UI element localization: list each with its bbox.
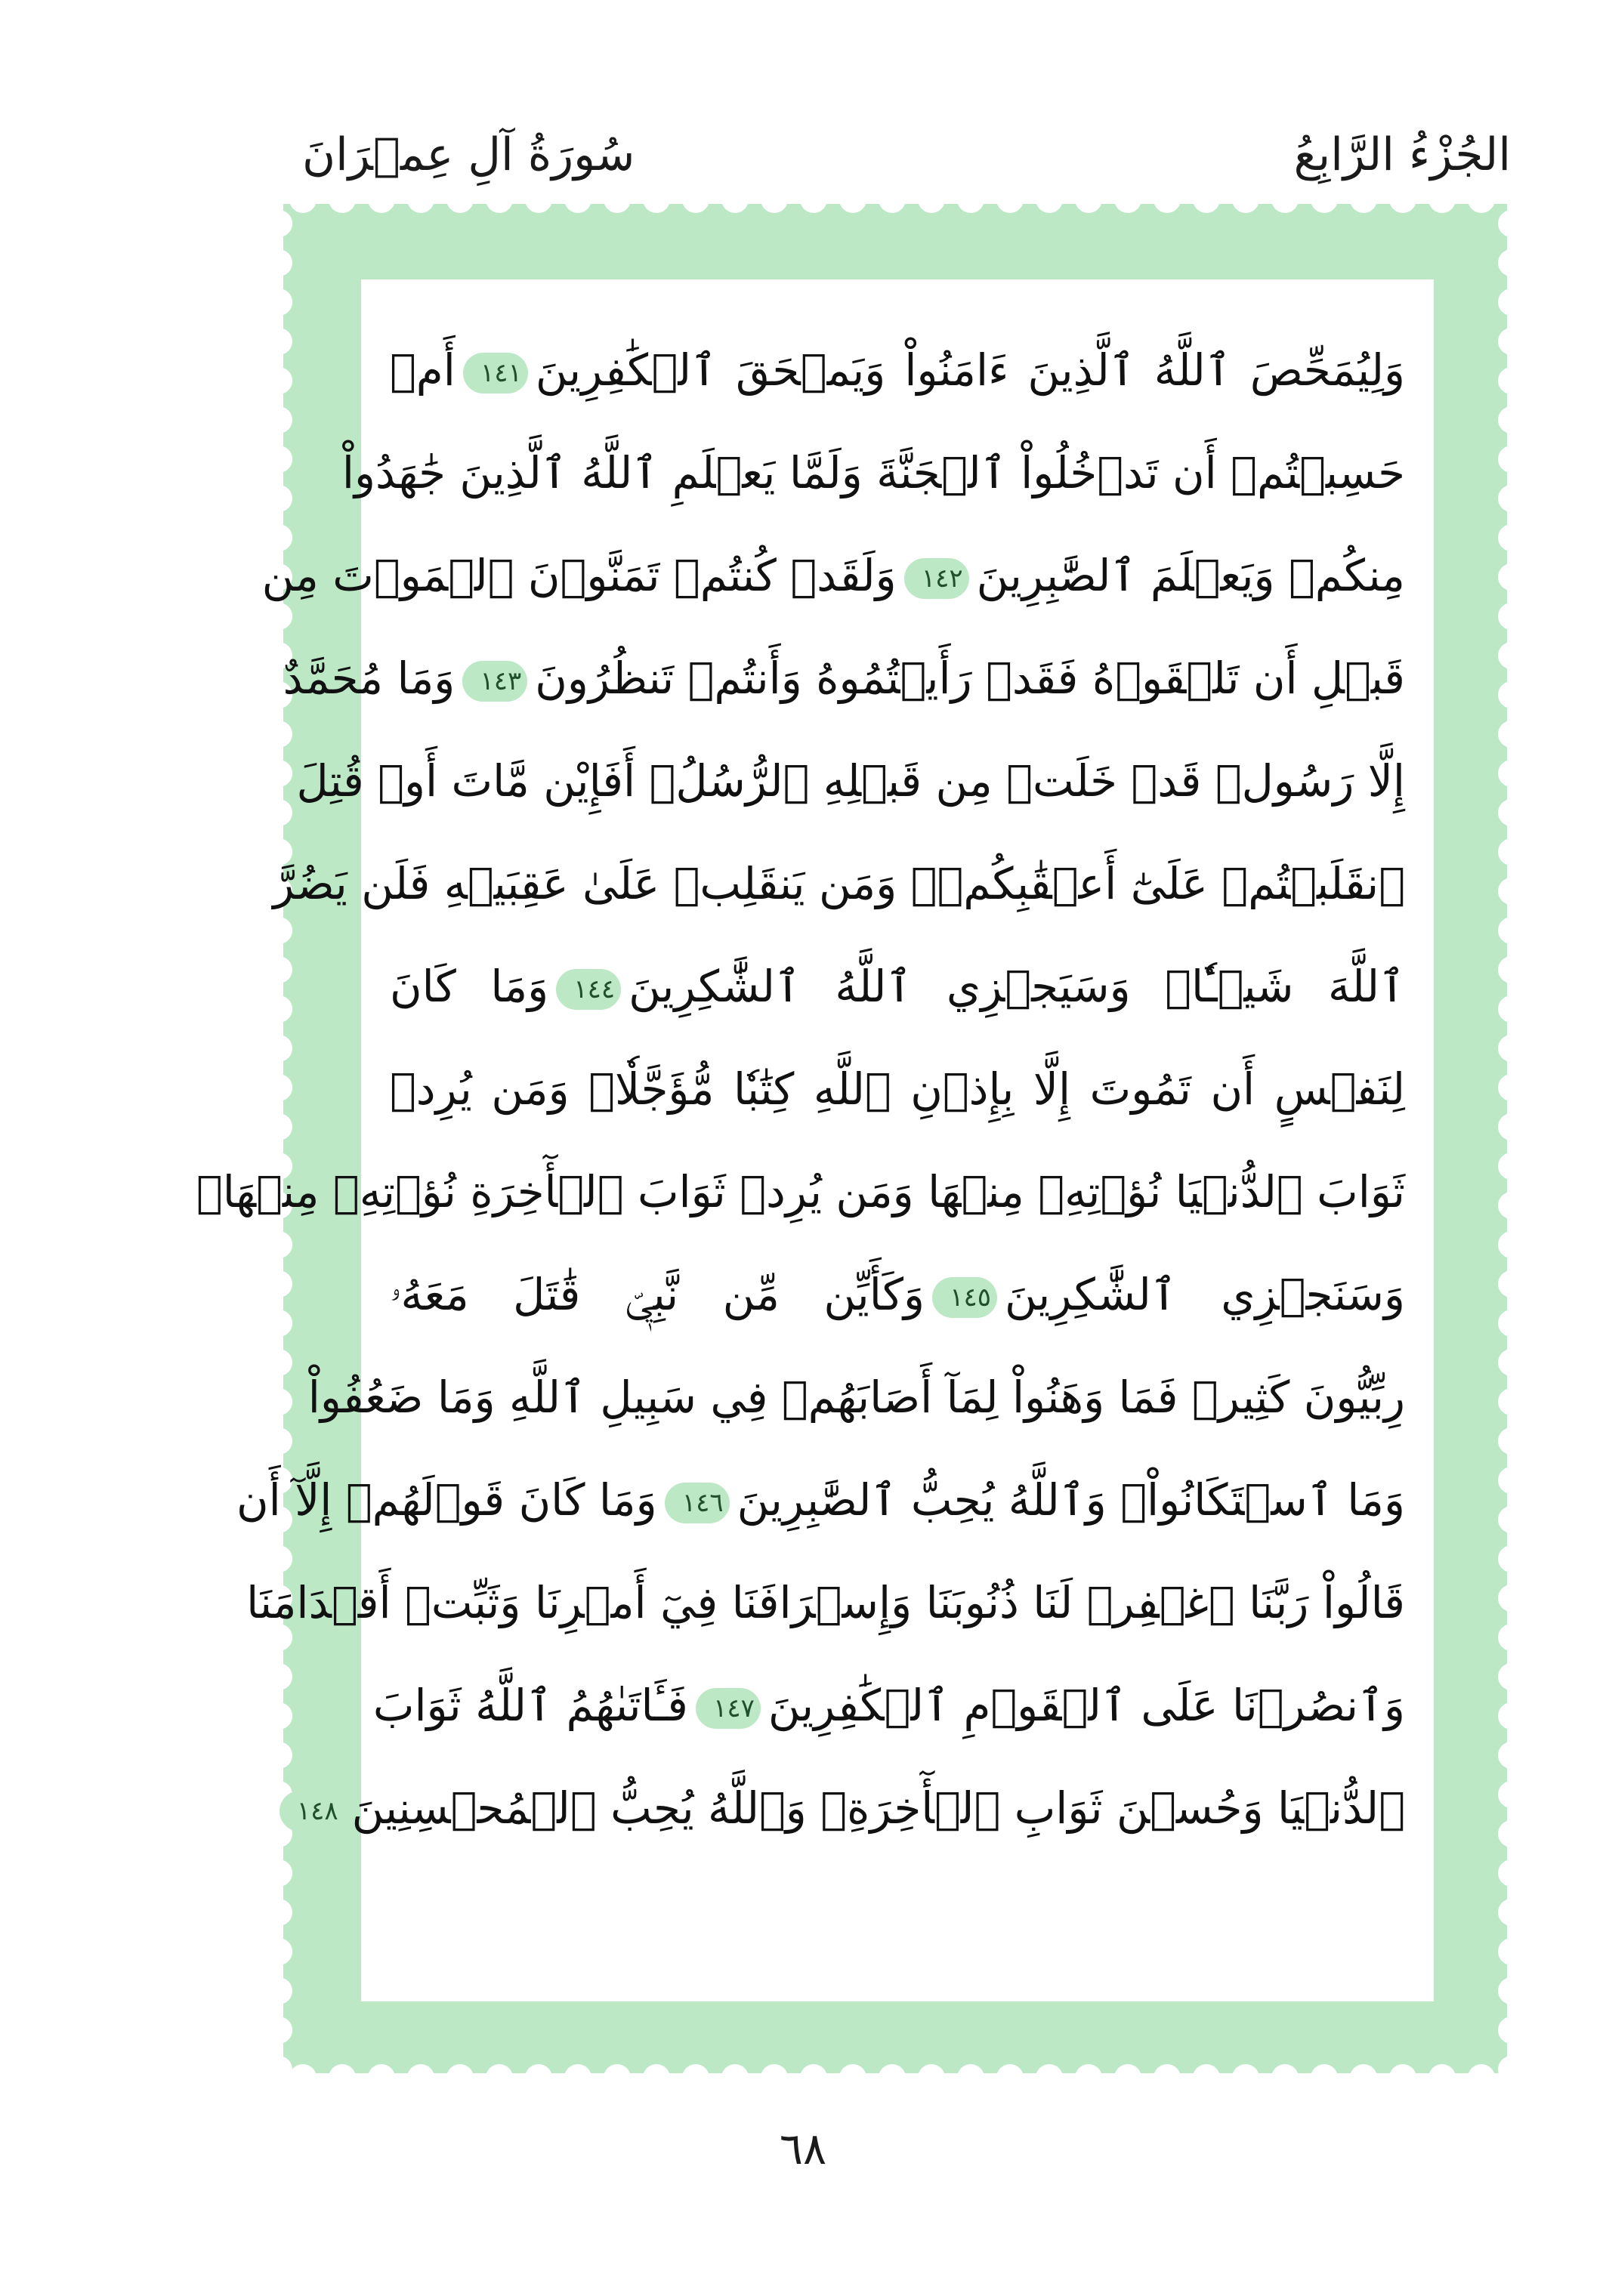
verse-text: إِلَّا رَسُولٞ قَدۡ خَلَتۡ مِن قَبۡلِهِ ٱلرُّسُلُۚ أَفَإِيْن مَّاتَ أَوۡ قُتِلَ <box>296 755 1405 807</box>
scallop-notch <box>1498 1624 1525 1651</box>
scallop-notch <box>1498 1545 1525 1572</box>
scallop-notch <box>721 186 749 213</box>
scallop-notch <box>1350 2064 1377 2091</box>
scallop-notch <box>265 210 292 237</box>
verse-line <box>296 730 1405 832</box>
scallop-notch <box>368 186 395 213</box>
ayah-number-marker: ١٤٥ <box>932 1277 997 1318</box>
scallop-notch <box>1498 1349 1525 1376</box>
scallop-notch <box>265 1938 292 1965</box>
scallop-notch <box>1498 406 1525 434</box>
scallop-notch <box>1498 1388 1525 1415</box>
scallop-notch <box>879 186 906 213</box>
scallop-notch <box>1498 367 1525 394</box>
scallop-notch <box>1498 995 1525 1023</box>
scallop-notch <box>604 186 631 213</box>
scallop-notch <box>1468 2064 1495 2091</box>
scallop-notch <box>265 956 292 983</box>
scallop-notch <box>1498 289 1525 316</box>
verse-text: وَمَا مُحَمَّدٌ <box>283 653 456 704</box>
verse-text: ثَوَابَ ٱلدُّنۡيَا نُؤۡتِهِۦ مِنۡهَا وَمَن يُرِدۡ ثَوَابَ ٱلۡأٓخِرَةِ نُؤۡتِهِۦ مِنۡهَاۚ <box>196 1166 1405 1217</box>
scallop-notch <box>1498 1742 1525 1769</box>
scallop-notch <box>1498 1310 1525 1337</box>
scallop-notch <box>1498 956 1525 983</box>
scallop-notch <box>1271 186 1299 213</box>
verse-text: حَسِبۡتُمۡ أَن تَدۡخُلُواْ ٱلۡجَنَّةَ وَلَمَّا يَعۡلَمِ ٱللَّهُ ٱلَّذِينَ جَٰهَدُواْ <box>341 447 1405 498</box>
scallop-notch <box>265 446 292 473</box>
scallop-notch <box>1498 721 1525 748</box>
scallop-notch <box>1498 1231 1525 1258</box>
scallop-notch <box>1154 2064 1181 2091</box>
verse-block <box>196 319 1405 1965</box>
scallop-notch <box>1498 1074 1525 1101</box>
verse-text: رِبِّيُّونَ كَثِيرٞ فَمَا وَهَنُواْ لِمَآ أَصَابَهُمۡ فِي سَبِيلِ ٱللَّهِ وَمَا ضَعُفُواْ <box>307 1372 1405 1423</box>
scallop-notch <box>265 2056 292 2083</box>
scallop-notch <box>996 2064 1024 2091</box>
verse-text: وَمَا ٱسۡتَكَانُواْۗ وَٱللَّهُ يُحِبُّ ٱلصَّٰبِرِينَ <box>737 1474 1405 1526</box>
scallop-notch <box>265 406 292 434</box>
scallop-notch <box>1498 1820 1525 1847</box>
verse-line <box>283 627 1405 730</box>
scallop-notch <box>1498 1859 1525 1887</box>
scallop-notch <box>265 1388 292 1415</box>
scallop-notch <box>265 995 292 1023</box>
scallop-notch <box>1114 186 1141 213</box>
scallop-notch <box>1498 1506 1525 1533</box>
scallop-notch <box>918 2064 945 2091</box>
verse-line <box>196 1140 1405 1243</box>
verse-text: مِنكُمۡ وَيَعۡلَمَ ٱلصَّٰبِرِينَ <box>976 550 1405 601</box>
scallop-notch <box>265 1859 292 1887</box>
scallop-notch <box>1498 1153 1525 1180</box>
scallop-notch <box>682 186 709 213</box>
verse-line <box>261 524 1405 627</box>
ayah-number-marker: ١٤٣ <box>462 661 527 702</box>
verse-line <box>390 935 1405 1038</box>
scallop-notch <box>265 1702 292 1730</box>
ayah-number-marker: ١٤٦ <box>665 1483 730 1523</box>
verse-text: وَٱنصُرۡنَا عَلَى ٱلۡقَوۡمِ ٱلۡكَٰفِرِينَ <box>767 1680 1405 1731</box>
scallop-notch <box>996 186 1024 213</box>
scallop-notch <box>1193 186 1220 213</box>
surah-title: سُورَةُ آلِ عِمۡرَانَ <box>302 128 635 181</box>
scallop-notch <box>1468 186 1495 213</box>
scallop-notch <box>1498 524 1525 551</box>
scallop-notch <box>800 2064 827 2091</box>
scallop-notch <box>265 799 292 826</box>
scallop-notch <box>1498 446 1525 473</box>
scallop-notch <box>643 186 670 213</box>
scallop-notch <box>368 2064 395 2091</box>
scallop-notch <box>1498 878 1525 905</box>
scallop-notch <box>1232 2064 1259 2091</box>
scallop-notch <box>1428 2064 1456 2091</box>
scallop-notch <box>525 2064 552 2091</box>
scallop-notch <box>957 2064 984 2091</box>
verse-line <box>246 1551 1405 1654</box>
scallop-notch <box>1498 1192 1525 1219</box>
scallop-notch <box>265 328 292 355</box>
verse-line <box>236 1449 1405 1551</box>
scallop-notch <box>1498 1585 1525 1612</box>
verse-text: ٱلدُّنۡيَا وَحُسۡنَ ثَوَابِ ٱلۡأٓخِرَةِۗ وَٱللَّهُ يُحِبُّ ٱلۡمُحۡسِنِينَ <box>351 1782 1405 1834</box>
scallop-notch <box>265 1899 292 1926</box>
scallop-notch <box>761 186 788 213</box>
verse-line <box>307 1346 1405 1449</box>
scallop-notch <box>1350 186 1377 213</box>
scallop-notch <box>643 2064 670 2091</box>
ayah-number-marker: ١٤٧ <box>696 1688 761 1729</box>
scallop-notch <box>265 1663 292 1690</box>
scallop-notch <box>1498 603 1525 630</box>
quran-text-panel <box>196 279 1434 2001</box>
juz-title: الجُزْءُ الرَّابِعُ <box>1293 128 1511 181</box>
verse-line <box>341 421 1405 524</box>
scallop-notch <box>721 2064 749 2091</box>
verse-line <box>372 1654 1405 1757</box>
scallop-notch <box>1498 681 1525 708</box>
scallop-notch <box>265 1074 292 1101</box>
scallop-notch <box>486 186 513 213</box>
scallop-notch <box>879 2064 906 2091</box>
scallop-notch <box>1498 838 1525 866</box>
verse-line <box>273 832 1405 935</box>
verse-text: قَالُواْ رَبَّنَا ٱغۡفِرۡ لَنَا ذُنُوبَنَا وَإِسۡرَافَنَا فِيٓ أَمۡرِنَا وَثَبِّتۡ أَقۡدَامَنَا <box>246 1577 1405 1628</box>
scallop-notch <box>1036 2064 1063 2091</box>
scallop-notch <box>329 2064 356 2091</box>
verse-text: وَلَقَدۡ كُنتُمۡ تَمَنَّوۡنَ ٱلۡمَوۡتَ مِن <box>261 550 897 601</box>
scallop-notch <box>1498 1427 1525 1455</box>
verse-line <box>296 1757 1405 1859</box>
page-header <box>302 113 1511 196</box>
verse-text: وَسَنَجۡزِي ٱلشَّٰكِرِينَ <box>1005 1269 1405 1320</box>
scallop-notch <box>1498 642 1525 669</box>
scallop-notch <box>1114 2064 1141 2091</box>
scallop-notch <box>761 2064 788 2091</box>
scallop-notch <box>265 1349 292 1376</box>
scallop-notch <box>265 1310 292 1337</box>
scallop-notch <box>265 249 292 276</box>
ayah-number-marker: ١٤٨ <box>280 1791 344 1832</box>
scallop-notch <box>1498 2056 1525 2083</box>
scallop-notch <box>265 2017 292 2044</box>
verse-text: وَمَا كَانَ قَوۡلَهُمۡ إِلَّآ أَن <box>236 1474 657 1526</box>
scallop-notch <box>265 1035 292 1062</box>
scallop-notch <box>1428 186 1456 213</box>
scallop-notch <box>1498 249 1525 276</box>
scallop-notch <box>1498 917 1525 944</box>
scallop-notch <box>1036 186 1063 213</box>
scallop-notch <box>1498 1035 1525 1062</box>
scallop-notch <box>1498 799 1525 826</box>
scallop-notch <box>1498 328 1525 355</box>
scallop-notch <box>265 1270 292 1298</box>
scallop-notch <box>446 2064 474 2091</box>
verse-text: وَلِيُمَحِّصَ ٱللَّهُ ٱلَّذِينَ ءَامَنُواْ وَيَمۡحَقَ ٱلۡكَٰفِرِينَ <box>535 344 1405 396</box>
scallop-notch <box>1498 563 1525 591</box>
scallop-notch <box>265 485 292 512</box>
scallop-notch <box>1193 2064 1220 2091</box>
scallop-notch <box>682 2064 709 2091</box>
verse-line <box>390 1243 1405 1346</box>
verse-text: وَكَأَيِّن مِّن نَّبِيّٖ قَٰتَلَ مَعَهُۥ <box>390 1269 925 1320</box>
scallop-notch <box>1498 1899 1525 1926</box>
scallop-notch <box>1498 1467 1525 1494</box>
scallop-notch <box>1271 2064 1299 2091</box>
scallop-notch <box>1389 2064 1416 2091</box>
ayah-number-marker: ١٤٤ <box>556 969 621 1010</box>
scallop-notch <box>289 186 317 213</box>
verse-text: قَبۡلِ أَن تَلۡقَوۡهُ فَقَدۡ رَأَيۡتُمُوهُ وَأَنتُمۡ تَنظُرُونَ <box>535 653 1405 704</box>
scallop-notch <box>564 2064 591 2091</box>
scallop-notch <box>800 186 827 213</box>
verse-text: ٱللَّهَ شَيۡـٔٗاۗ وَسَيَجۡزِي ٱللَّهُ ٱلشَّٰكِرِينَ <box>629 961 1405 1012</box>
scallop-notch <box>265 1113 292 1140</box>
scallop-notch <box>486 2064 513 2091</box>
scallop-notch <box>1498 1270 1525 1298</box>
scallop-notch <box>265 367 292 394</box>
verse-text: فَـَٔاتَىٰهُمُ ٱللَّهُ ثَوَابَ <box>372 1680 688 1731</box>
scallop-notch <box>839 186 866 213</box>
scallop-notch <box>1075 186 1102 213</box>
verse-line <box>390 1038 1405 1140</box>
scallop-notch <box>265 760 292 787</box>
verse-text: لِنَفۡسٍ أَن تَمُوتَ إِلَّا بِإِذۡنِ ٱللَّهِ كِتَٰبٗا مُّؤَجَّلٗاۗ وَمَن يُرِدۡ <box>390 1063 1405 1115</box>
scallop-notch <box>1498 1938 1525 1965</box>
scallop-notch <box>1311 2064 1338 2091</box>
scallop-notch <box>265 1977 292 2004</box>
scallop-notch <box>1498 210 1525 237</box>
scallop-notch <box>407 2064 434 2091</box>
scallop-notch <box>1498 1977 1525 2004</box>
scallop-notch <box>1498 760 1525 787</box>
scallop-notch <box>1389 186 1416 213</box>
scallop-notch <box>604 2064 631 2091</box>
scallop-notch <box>1075 2064 1102 2091</box>
verse-text: أَمۡ <box>390 344 456 396</box>
scallop-notch <box>957 186 984 213</box>
scallop-notch <box>525 186 552 213</box>
scallop-notch <box>839 2064 866 2091</box>
scallop-notch <box>1498 1663 1525 1690</box>
scallop-notch <box>329 186 356 213</box>
verse-line <box>390 319 1405 421</box>
scallop-notch <box>265 289 292 316</box>
scallop-notch <box>407 186 434 213</box>
scallop-notch <box>446 186 474 213</box>
scallop-notch <box>1498 1113 1525 1140</box>
scallop-notch <box>1498 485 1525 512</box>
scallop-notch <box>289 2064 317 2091</box>
scallop-notch <box>1311 186 1338 213</box>
scallop-notch <box>1232 186 1259 213</box>
page-number: ٦٨ <box>779 2123 827 2174</box>
scallop-notch <box>1154 186 1181 213</box>
scallop-notch <box>1498 1702 1525 1730</box>
verse-text: ٱنقَلَبۡتُمۡ عَلَىٰٓ أَعۡقَٰبِكُمۡۚ وَمَن يَنقَلِبۡ عَلَىٰ عَقِبَيۡهِ فَلَن يَضُرَّ <box>273 858 1405 909</box>
scallop-notch <box>918 186 945 213</box>
verse-text: وَمَا كَانَ <box>390 961 549 1012</box>
ayah-number-marker: ١٤١ <box>463 353 528 393</box>
ayah-number-marker: ١٤٢ <box>904 558 969 599</box>
scallop-notch <box>1498 1781 1525 1808</box>
scallop-notch <box>1498 2017 1525 2044</box>
scallop-notch <box>564 186 591 213</box>
